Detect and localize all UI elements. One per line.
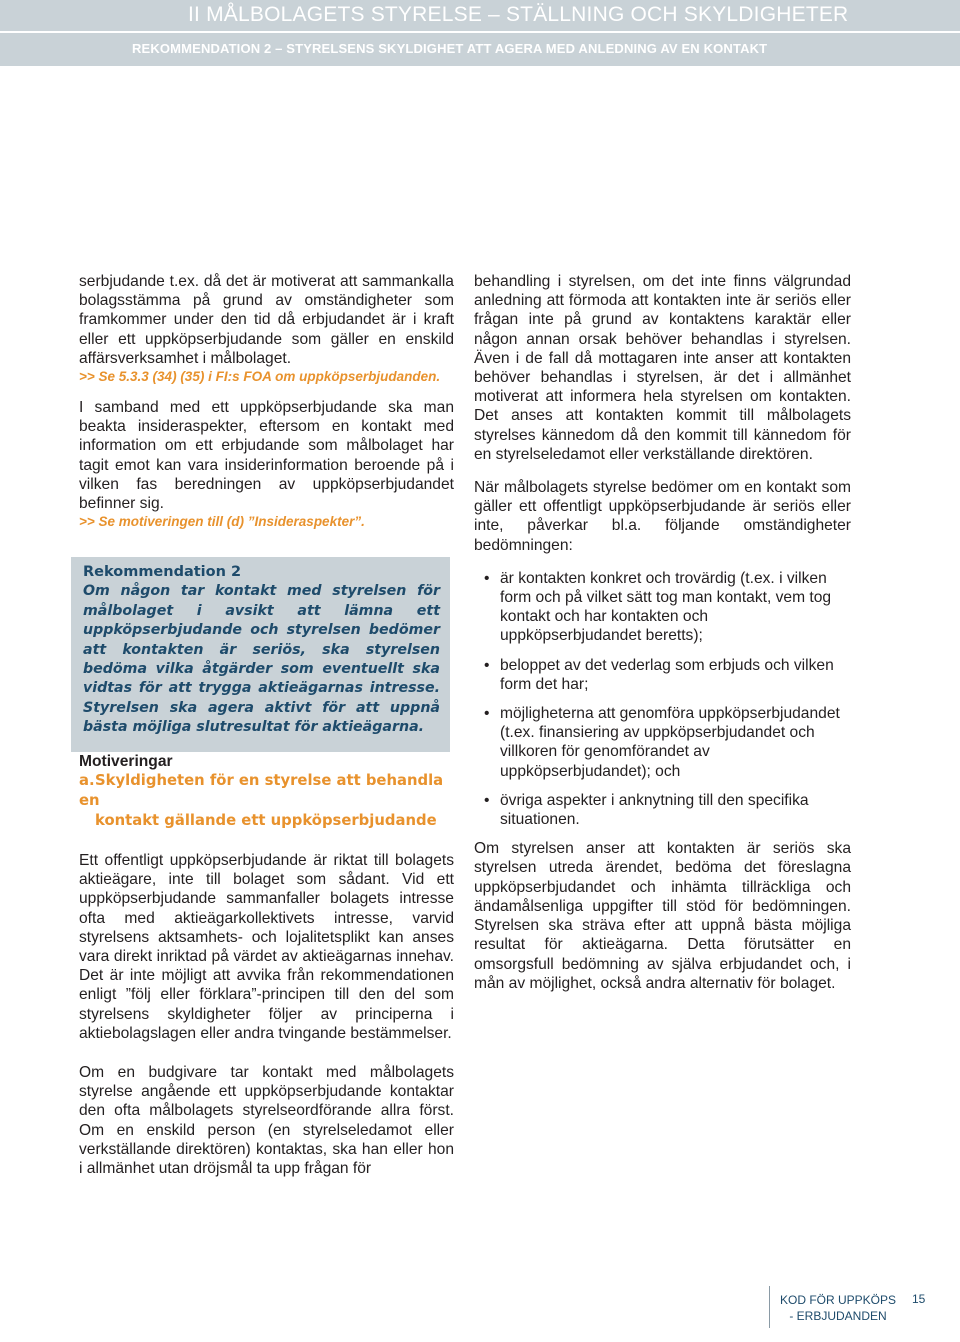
right-column [474, 272, 851, 993]
paragraph: serbjudande t.ex. då det är motiverat att sammankalla bolagsstämma på grund av omständigheter som framkommer under den tid då erbjudandet är i kraft eller ett uppköpserbjudande som gäller en enskild affärsverksamhet i målbolaget. [79, 273, 454, 367]
recommendation-text: Om någon tar kontakt med styrelsen för målbolaget i avsikt att lämna ett uppköpserbjudande och styrelsen bedömer att kontakten är seriös, ska styrelsen bedöma vilka åtgärder som eventuellt ska vidtas för att trygga aktieägarnas intresse. Styrelsen ska agera aktivt för att uppnå bästa möjliga slutresultat för aktieägarna. [83, 583, 440, 736]
list-item: • övriga aspekter i anknytning till den specifika situationen. [484, 791, 809, 829]
footer-label-line: - ERBJUDANDEN [789, 1309, 887, 1323]
section-heading [79, 771, 454, 831]
section-heading-line: kontakt gällande ett uppköpserbjudande [95, 811, 437, 829]
criteria-list [474, 569, 851, 829]
paragraph: Om en budgivare tar kontakt med målbolagets styrelse angående ett uppköpserbjudande kontaktar den ofta målbolagets styrelseordförande allra först. Om en enskild person (en styrelseledamot eller verkställande direktören) kontaktas, ska han eller hon i allmänhet utan dröjsmål ta upp frågan för [79, 1063, 454, 1177]
bullet-icon: • [484, 656, 490, 674]
paragraph: Om styrelsen anser att kontakten är seriös ska styrelsen utreda ärendet, bedöma det föreslagna uppköpserbjudandet och inhämta tillräckliga och ändamålsenliga uppgifter till stöd för bedömningen. Styrelsen ska sträva efter att uppnå bästa möjliga resultat för aktieägarna. Detta förutsätter en omsorgsfull bedömning av själva erbjudandet och, i mån av möjlighet, också andra alternativ för bolaget. [474, 840, 851, 992]
recommendation-box [71, 557, 450, 751]
footer-divider [769, 1286, 770, 1328]
footer-label-line: KOD FÖR UPPKÖPS [780, 1293, 897, 1307]
section-number: a. [79, 771, 95, 789]
chapter-title: II MÅLBOLAGETS STYRELSE – STÄLLNING OCH SKYLDIGHETER [188, 3, 849, 26]
paragraph: behandling i styrelsen, om det inte finns välgrundad anledning att förmoda att kontakten inte är seriös eller frågan inte på grund av kontaktens karaktär eller någon annan orsak behöver behandlas i styrelsen. Även i de fall då mottagaren inte anser att kontakten behöver behandlas i styrelsen, är det i allmänhet motiverat att informera hela styrelsen om kontakten. Det anses att kontakten kommit till målbolagets styrelses kännedom då den kommit till kännedom för en styrelseledamot eller verkställande direktören. [474, 273, 851, 463]
page-header [0, 0, 960, 66]
list-item: • möjligheterna att genomföra uppköpserbjudandet (t.ex. finansiering av uppköpserbjudandet och villkoren för genomförandet av uppköpserbjudandet); och [484, 705, 840, 780]
cross-reference-link[interactable]: >> Se 5.3.3 (34) (35) i FI:s FOA om uppköpserbjudanden. [79, 369, 441, 385]
paragraph: När målbolagets styrelse bedömer om en kontakt som gäller ett offentligt uppköpserbjudande är seriös eller inte, påverkar bl.a. följande omständigheter bedömningen: [474, 479, 851, 554]
bullet-icon: • [484, 705, 490, 723]
paragraph: I samband med ett uppköpserbjudande ska man beakta insideraspekter, eftersom en kontakt med information om ett erbjudande som målbolaget har tagit emot kan vara insiderinformation beroende på i vilken fas beredningen av uppköpserbjudandet befinner sig. [79, 399, 454, 513]
recommendation-title: Rekommendation 2 [83, 564, 242, 581]
left-column [79, 272, 454, 1178]
paragraph: Ett offentligt uppköpserbjudande är riktat till bolagets aktieägare, inte till bolaget som sådant. Vid ett uppköpserbjudande sammanfaller bolagets intresse ofta med aktieägarkollektivets intresse, varvid styrelsens aktsamhets- och lojalitetsplikt kan anses vara direkt inriktad på värdet av aktieägarnas innehav. Det är inte möjligt att avvika från rekommendationen enligt ”följ eller förklara”-principen till den del som styrelsens skyldigheter följer av principerna i aktiebolagslagen eller andra tvingande bestämmelser. [79, 851, 454, 1042]
footer-publication-label [780, 1292, 896, 1324]
motivations-heading: Motiveringar [79, 752, 173, 770]
bullet-icon: • [484, 569, 490, 587]
header-divider [0, 31, 960, 33]
section-heading-line: Skyldigheten för en styrelse att behandla en [79, 771, 444, 809]
cross-reference-link[interactable]: >> Se motiveringen till (d) ”Insideraspekter”. [79, 514, 365, 530]
list-item: • beloppet av det vederlag som erbjuds och vilken form det har; [484, 656, 834, 693]
bullet-icon: • [484, 791, 490, 809]
page-number: 15 [912, 1292, 926, 1306]
list-item: • är kontakten konkret och trovärdig (t.ex. i vilken form och på vilket sätt tog man kontakt, vem tog kontakt och har kontakten och uppköpserbjudandet beretts); [484, 569, 832, 645]
section-subtitle: REKOMMENDATION 2 – STYRELSENS SKYLDIGHET ATT AGERA MED ANLEDNING AV EN KONTAKT [132, 41, 768, 56]
